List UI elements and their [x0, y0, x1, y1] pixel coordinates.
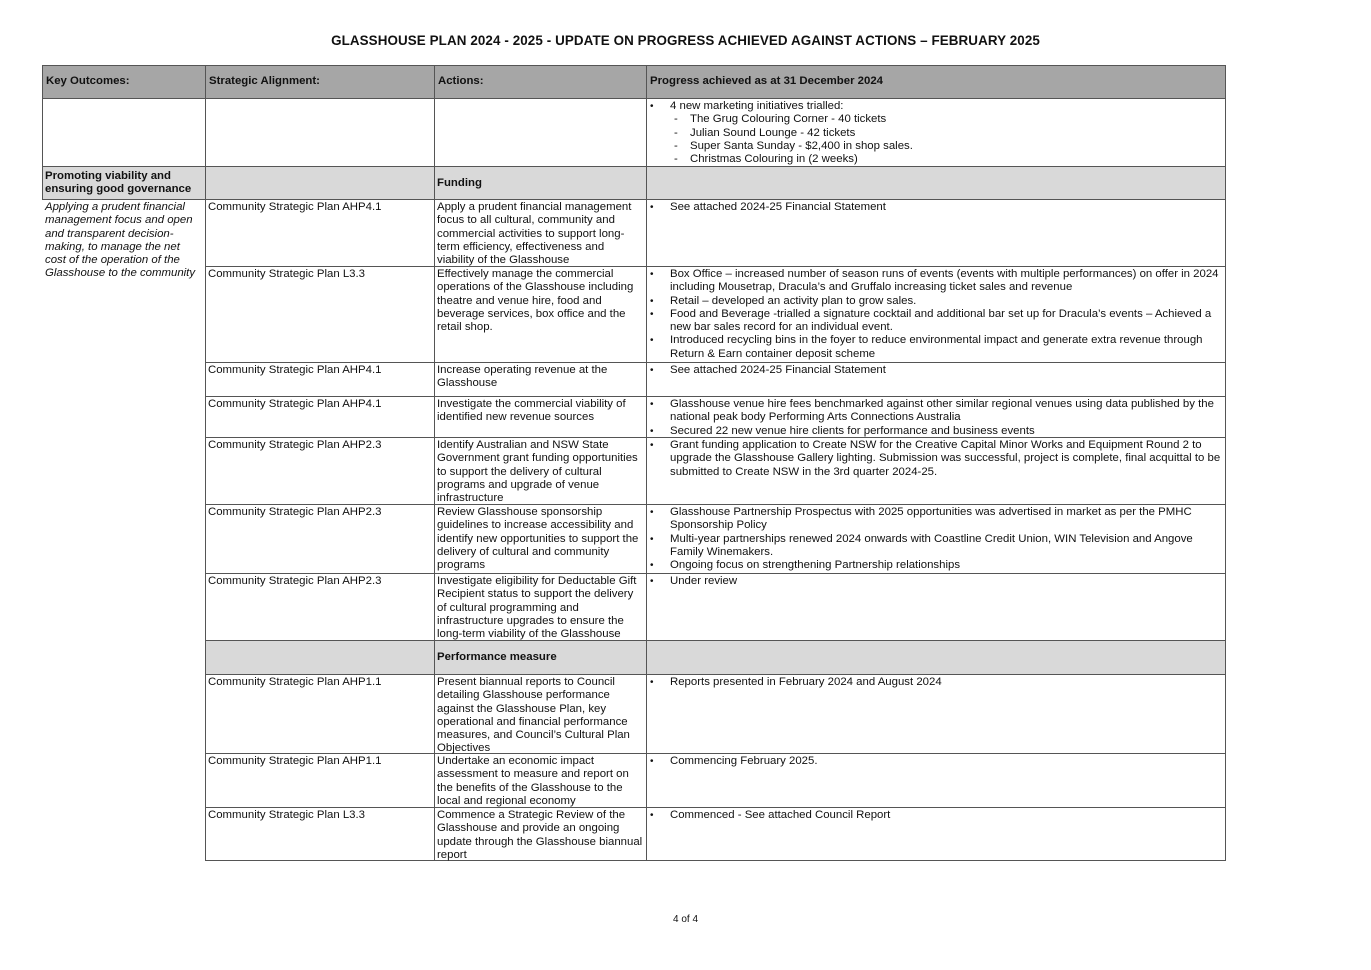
action-cell: Investigate eligibility for Deductable Gift Recipient status to support the delivery of cultural programming and infrastructure upgrades to ensure the long-term viability of the Glasshouse [437, 575, 637, 641]
list-item: • Reports presented in February 2024 and August 2024 [646, 676, 1224, 689]
header-actions: Actions: [438, 75, 484, 87]
grid-line [42, 65, 1226, 66]
progress-list [646, 809, 1224, 822]
alignment-cell: Community Strategic Plan AHP1.1 [208, 676, 382, 688]
alignment-cell: Community Strategic Plan AHP4.1 [208, 398, 382, 410]
list-item: • Commencing February 2025. [646, 755, 1224, 768]
alignment-cell: Community Strategic Plan L3.3 [208, 809, 366, 821]
progress-list [646, 268, 1224, 361]
carryover-progress [646, 100, 1224, 166]
progress-list [646, 755, 1224, 768]
list-item: • Commenced - See attached Council Report [646, 809, 1224, 822]
progress-list [646, 676, 1224, 689]
list-item: • Glasshouse Partnership Prospectus with 2025 opportunities was advertised in market as per the PMHC Sponsorship Policy [646, 506, 1224, 533]
header-key-outcomes: Key Outcomes: [46, 75, 130, 87]
list-item: • Glasshouse venue hire fees benchmarked against other similar regional venues using data published by the national peak body Performing Arts Connections Australia [646, 398, 1224, 425]
section-funding: Funding [437, 177, 482, 189]
page-number: 4 of 4 [672, 914, 699, 925]
alignment-cell: Community Strategic Plan AHP4.1 [208, 364, 382, 376]
outcome-title: Promoting viability and ensuring good governance [45, 170, 192, 196]
list-item: • Multi-year partnerships renewed 2024 onwards with Coastline Credit Union, WIN Television and Angove Family Winemakers. [646, 533, 1224, 560]
grid-line [1225, 65, 1226, 861]
alignment-cell: Community Strategic Plan AHP2.3 [208, 439, 382, 451]
grid-line [42, 98, 1226, 99]
header-strategic-alignment: Strategic Alignment: [209, 75, 320, 87]
action-cell: Increase operating revenue at the Glasshouse [437, 364, 608, 390]
alignment-cell: Community Strategic Plan AHP2.3 [208, 575, 382, 587]
funding-band [205, 166, 1226, 199]
list-item: • Retail – developed an activity plan to grow sales. [646, 295, 1224, 308]
progress-list [646, 439, 1224, 479]
list-item: • See attached 2024-25 Financial Statement [646, 201, 1224, 214]
grid-line [205, 640, 1226, 641]
list-item: • Box Office – increased number of season runs of events (events with multiple performances) on offer in 2024 including Mousetrap, Dracula’s and Gruffalo increasing ticket sales and revenue [646, 268, 1224, 295]
outcome-description: Applying a prudent financial management focus and open and transparent decision-making, to manage the net cost of the operation of the Glasshouse to the community [45, 201, 196, 280]
list-item: • Introduced recycling bins in the foyer to reduce environmental impact and generate extra revenue through Return & Earn container deposit scheme [646, 334, 1224, 361]
list-item: • 4 new marketing initiatives trialled: - The Grug Colouring Corner - 40 tickets - Julian Sound Lounge - 42 tickets - Super Santa Sunday - $2,400 in shop sales. - Christmas Colouring in (2 weeks) [646, 100, 1224, 166]
header-progress: Progress achieved as at 31 December 2024 [650, 75, 884, 87]
document-title: GLASSHOUSE PLAN 2024 - 2025 - UPDATE ON PROGRESS ACHIEVED AGAINST ACTIONS – FEBRUARY 2025 [331, 33, 1040, 48]
progress-list [646, 364, 1224, 377]
alignment-cell: Community Strategic Plan AHP4.1 [208, 201, 382, 213]
alignment-cell: Community Strategic Plan AHP1.1 [208, 755, 382, 767]
grid-line [205, 65, 206, 861]
grid-line [205, 860, 1226, 861]
list-item: • Secured 22 new venue hire clients for performance and business events [646, 425, 1224, 438]
performance-band [205, 640, 1226, 674]
action-cell: Undertake an economic impact assessment to measure and report on the benefits of the Glasshouse to the local and regional economy [437, 755, 629, 807]
list-item: • Ongoing focus on strengthening Partnership relationships [646, 559, 1224, 572]
action-cell: Present biannual reports to Council detailing Glasshouse performance against the Glasshouse Plan, key operational and financial performance measures, and Council’s Cultural Plan Objectives [437, 676, 630, 755]
list-item: • Grant funding application to Create NSW for the Creative Capital Minor Works and Equipment Round 2 to upgrade the Glasshouse Gallery lighting. Submission was successful, project is complete, final acquittal to be submitted to Create NSW in the 3rd quarter 2024-25. [646, 439, 1224, 479]
progress-list [646, 575, 1224, 588]
action-cell: Apply a prudent financial management focus to all cultural, community and commercial activities to support long-term efficiency, effectiveness and viability of the Glasshouse [437, 201, 632, 267]
action-cell: Identify Australian and NSW State Government grant funding opportunities to support the delivery of cultural programs and upgrade of venue infrastructure [437, 439, 638, 505]
action-cell: Investigate the commercial viability of identified new revenue sources [437, 398, 626, 424]
list-item: • See attached 2024-25 Financial Statement [646, 364, 1224, 377]
alignment-cell: Community Strategic Plan L3.3 [208, 268, 366, 280]
section-performance-measure: Performance measure [437, 651, 557, 663]
action-cell: Commence a Strategic Review of the Glasshouse and provide an ongoing update through the Glasshouse biannual report [437, 809, 643, 861]
sub-item: - Super Santa Sunday - $2,400 in shop sales. [646, 140, 1224, 153]
action-cell: Effectively manage the commercial operations of the Glasshouse including theatre and venue hire, food and beverage services, box office and the retail shop. [437, 268, 634, 334]
action-cell: Review Glasshouse sponsorship guidelines to increase accessibility and identify new opportunities to support the delivery of cultural and community programs [437, 506, 639, 572]
progress-list [646, 201, 1224, 214]
progress-list [646, 398, 1224, 438]
sub-item: - Christmas Colouring in (2 weeks) [646, 153, 1224, 166]
sub-item: - Julian Sound Lounge - 42 tickets [646, 127, 1224, 140]
list-item: • Under review [646, 575, 1224, 588]
progress-list [646, 506, 1224, 572]
alignment-cell: Community Strategic Plan AHP2.3 [208, 506, 382, 518]
sub-item: - The Grug Colouring Corner - 40 tickets [646, 113, 1224, 126]
list-item: • Food and Beverage -trialled a signature cocktail and additional bar set up for Dracula’s events – Achieved a new bar sales record for an individual event. [646, 308, 1224, 335]
